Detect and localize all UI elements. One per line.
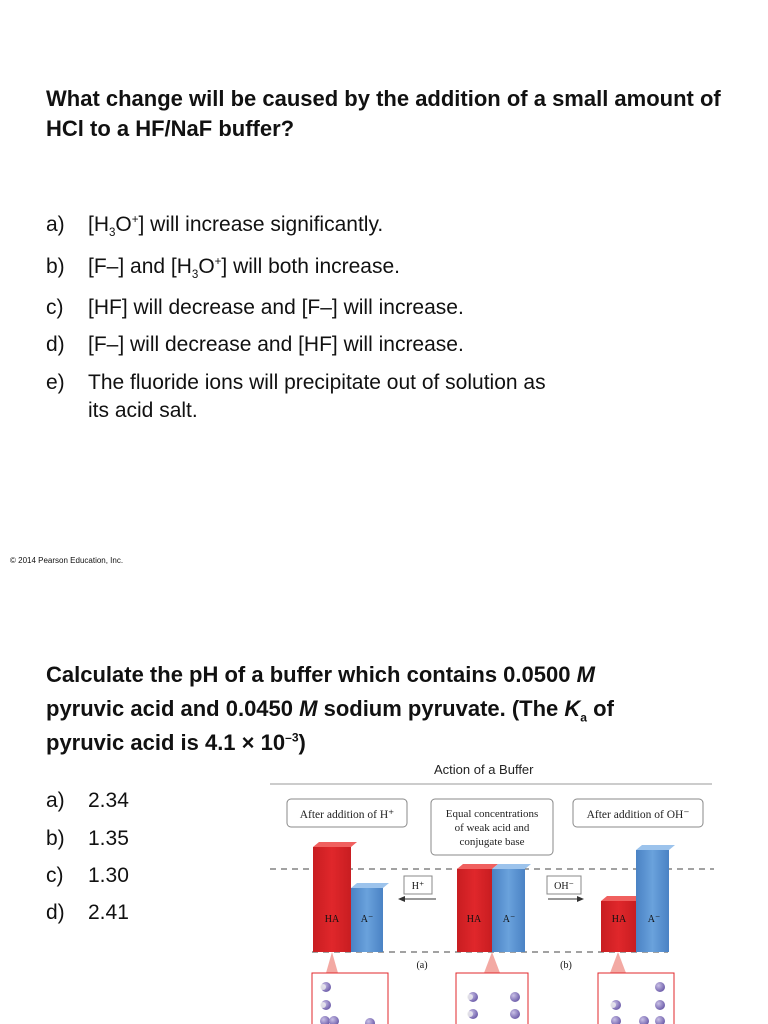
option-letter: d) xyxy=(46,333,65,356)
question-1-text: What change will be caused by the addition of a small amount of HCl to a HF/NaF buffer? xyxy=(46,86,721,141)
option-2d xyxy=(46,899,129,927)
label-right-text: After addition of OH⁻ xyxy=(586,809,690,821)
label-mid-line1: Equal concentrations xyxy=(445,808,539,820)
solution-panel-right xyxy=(598,973,674,1024)
question-2-text: Calculate the pH of a buffer which contains 0.0500 M pyruvic acid and 0.0450 M sodium pyruvate. (The $K_a$ of pyruvic acid is $4.1 \times 10^{-3}$) xyxy=(46,662,614,755)
option-2c xyxy=(46,862,129,890)
pointer-mid xyxy=(484,952,500,973)
bar-left-ha xyxy=(313,847,351,952)
label-mid-line2: of weak acid and xyxy=(454,822,530,834)
option-letter: c) xyxy=(46,296,64,319)
label-mid-line3: conjugate base xyxy=(459,836,525,848)
option-1b: b) [F–] and $[H_3O^+]$ will both increase. xyxy=(46,255,400,282)
oh-minus-label: OH⁻ xyxy=(554,881,574,892)
bar-right-ha-label: HA xyxy=(611,914,627,925)
option-letter: a) xyxy=(46,213,65,236)
pointer-left xyxy=(326,952,338,973)
option-letter: c) xyxy=(46,864,64,887)
bar-mid-a-label: A⁻ xyxy=(502,914,516,925)
h-plus-label: H⁺ xyxy=(411,881,425,892)
option-letter: e) xyxy=(46,371,65,394)
pointer-right xyxy=(610,952,626,973)
option-text: 2.34 xyxy=(88,789,129,812)
figure-title: Action of a Buffer xyxy=(434,762,534,777)
option-letter: b) xyxy=(46,827,65,850)
bar-right-a-label: A⁻ xyxy=(647,914,661,925)
bar-mid-ha xyxy=(457,869,492,952)
option-2a xyxy=(46,787,129,815)
option-text-line2: its acid salt. xyxy=(88,399,198,422)
bar-right-ha xyxy=(601,901,636,952)
option-text-line1: The fluoride ions will precipitate out of solution as xyxy=(88,371,546,394)
option-1e xyxy=(46,369,726,425)
option-1c xyxy=(46,294,464,322)
option-text: 2.41 xyxy=(88,901,129,924)
option-text: 1.30 xyxy=(88,864,129,887)
option-1a: a) $[H_3O^+]$ will increase significantly. xyxy=(46,213,384,240)
option-letter: d) xyxy=(46,901,65,924)
option-1d xyxy=(46,331,464,359)
bar-left-ha-label: HA xyxy=(324,914,340,925)
label-left-text: After addition of H⁺ xyxy=(299,809,395,821)
option-text: [HF] will decrease and [F–] will increase. xyxy=(88,296,464,319)
option-2b xyxy=(46,825,129,853)
option-text: 1.35 xyxy=(88,827,129,850)
bar-right-a xyxy=(636,850,669,952)
option-letter: b) xyxy=(46,255,65,278)
bar-mid-ha-label: HA xyxy=(466,914,482,925)
option-letter: a) xyxy=(46,789,65,812)
copyright-notice: © 2014 Pearson Education, Inc. xyxy=(10,556,124,565)
bar-left-a-label: A⁻ xyxy=(360,914,374,925)
buffer-action-figure xyxy=(268,755,718,1024)
option-text: [F–] will decrease and [HF] will increase. xyxy=(88,333,464,356)
label-a: (a) xyxy=(416,960,428,971)
label-b: (b) xyxy=(560,960,572,971)
bar-mid-a xyxy=(492,869,525,952)
